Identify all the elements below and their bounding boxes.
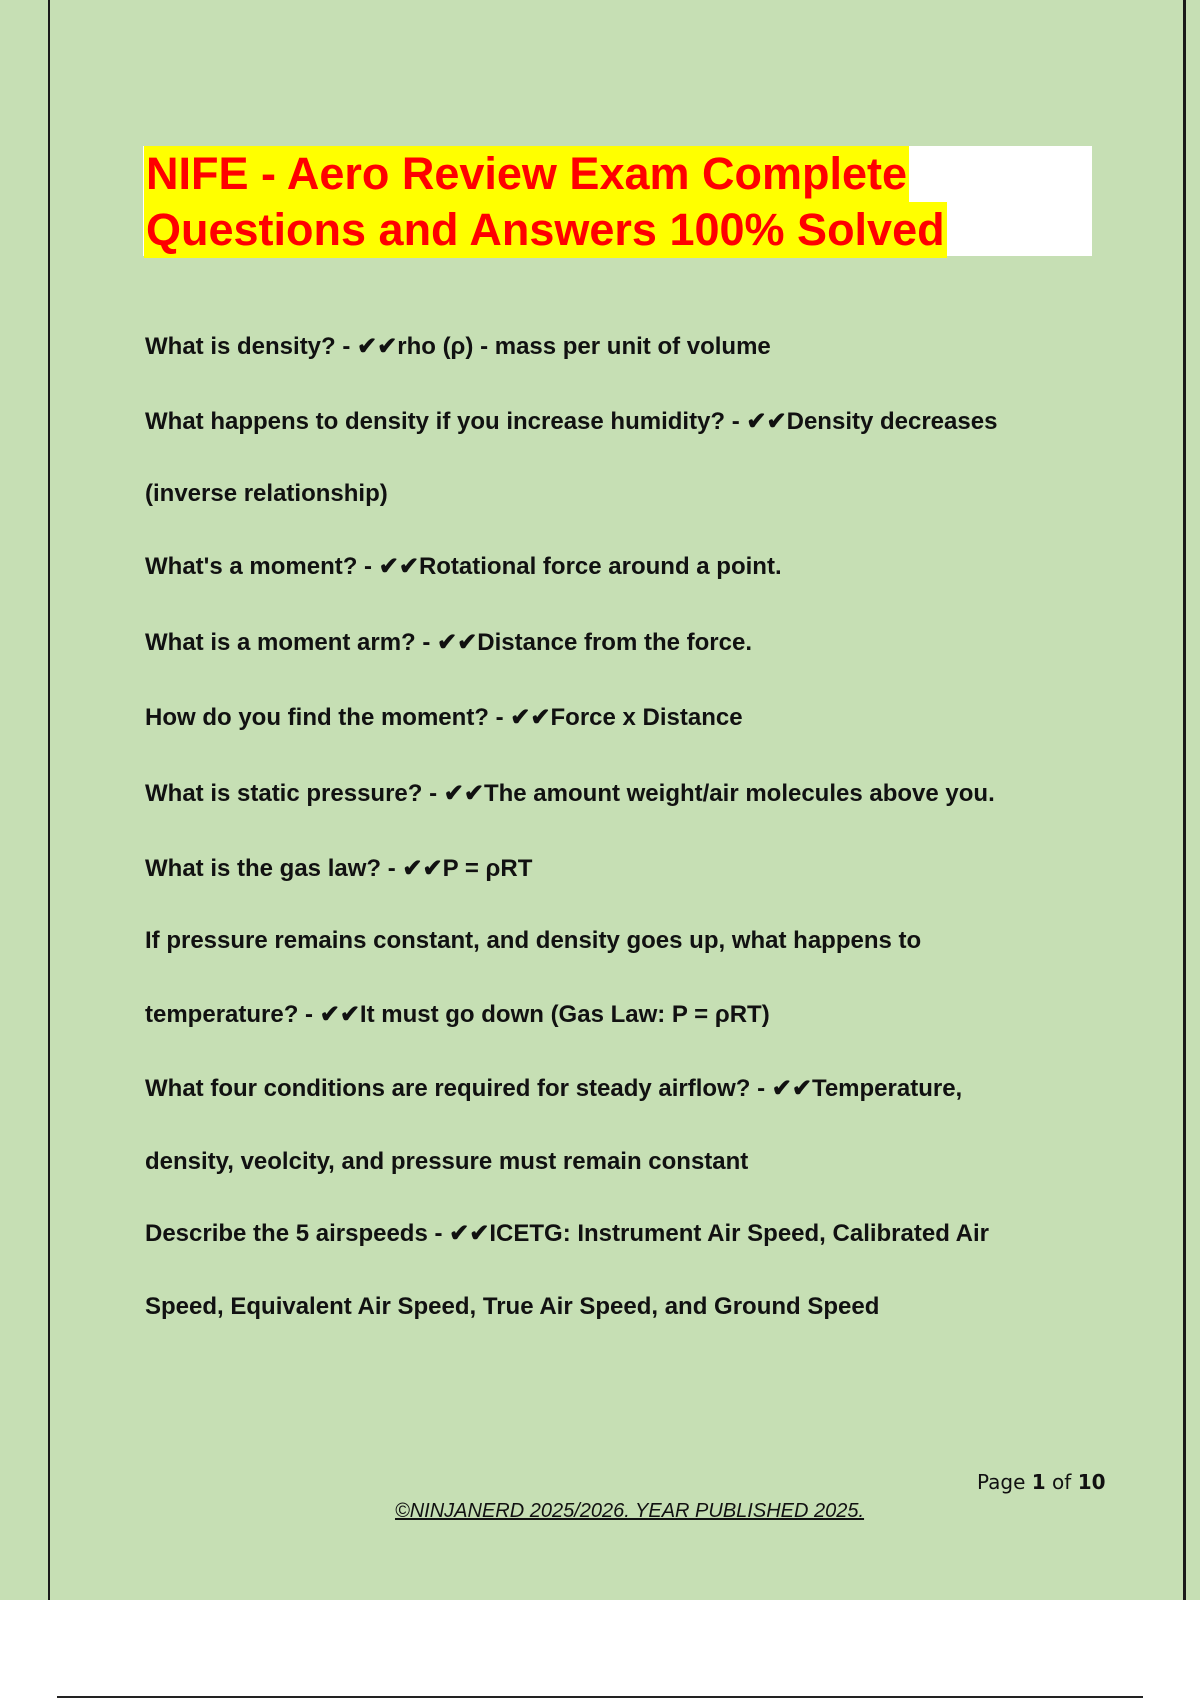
page-prefix: Page xyxy=(977,1470,1032,1494)
qa-line xyxy=(145,551,1075,583)
page-left-border xyxy=(48,0,50,1600)
qa-line-continuation xyxy=(145,1291,1075,1323)
qa-line xyxy=(145,702,1075,734)
qa-line xyxy=(145,1073,1075,1105)
page-of: of xyxy=(1045,1470,1078,1494)
qa-line xyxy=(145,778,1075,810)
check-icon: ✔✔ xyxy=(357,333,398,360)
check-icon: ✔✔ xyxy=(510,704,551,731)
answer-text: Force x Distance xyxy=(550,704,743,731)
qa-line xyxy=(145,627,1075,659)
answer-text: (inverse relationship) xyxy=(145,480,388,507)
question-text: What is a moment arm? - xyxy=(145,629,438,656)
check-icon: ✔✔ xyxy=(771,1075,812,1102)
qa-line-continuation xyxy=(145,1146,1075,1178)
page-number xyxy=(977,1470,1106,1494)
qa-line xyxy=(145,1218,1075,1250)
answer-text: density, veolcity, and pressure must remain constant xyxy=(145,1148,749,1175)
qa-line xyxy=(145,999,1075,1031)
answer-text: Distance from the force. xyxy=(477,629,752,656)
question-text: What happens to density if you increase humidity? - xyxy=(145,408,747,435)
bottom-divider xyxy=(57,1696,1143,1698)
check-icon: ✔✔ xyxy=(402,855,443,882)
question-text: What is density? - xyxy=(145,333,358,360)
copyright-footer: ©NINJANERD 2025/2026. YEAR PUBLISHED 2025. xyxy=(395,1500,865,1522)
question-text: Describe the 5 airspeeds - xyxy=(145,1220,450,1247)
qa-line xyxy=(145,406,1075,438)
check-icon: ✔✔ xyxy=(746,408,787,435)
document-title-line-1: NIFE - Aero Review Exam Complete xyxy=(144,146,909,202)
page-right-border xyxy=(1183,0,1186,1600)
question-text: What's a moment? - xyxy=(145,553,379,580)
answer-text: The amount weight/air molecules above you. xyxy=(483,780,995,807)
answer-text: rho (ρ) - mass per unit of volume xyxy=(397,333,771,360)
check-icon: ✔✔ xyxy=(449,1220,490,1247)
check-icon: ✔✔ xyxy=(319,1001,360,1028)
check-icon: ✔✔ xyxy=(437,629,478,656)
qa-line xyxy=(145,853,1075,885)
page-total: 10 xyxy=(1077,1470,1106,1494)
answer-text: Speed, Equivalent Air Speed, True Air Speed, and Ground Speed xyxy=(145,1293,880,1320)
question-text: What four conditions are required for steady airflow? - xyxy=(145,1075,772,1102)
check-icon: ✔✔ xyxy=(443,780,484,807)
question-text: temperature? - xyxy=(145,1001,320,1028)
qa-line-continuation xyxy=(145,478,1075,510)
answer-text: Temperature, xyxy=(811,1075,963,1102)
qa-line xyxy=(145,331,1075,363)
question-text: What is the gas law? - xyxy=(145,855,403,882)
question-text: If pressure remains constant, and density goes up, what happens to xyxy=(145,927,922,954)
answer-text: Density decreases xyxy=(786,408,998,435)
answer-text: P = ρRT xyxy=(442,855,533,882)
check-icon: ✔✔ xyxy=(378,553,419,580)
answer-text: It must go down (Gas Law: P = ρRT) xyxy=(359,1001,770,1028)
question-text: How do you find the moment? - xyxy=(145,704,511,731)
document-title-line-2: Questions and Answers 100% Solved xyxy=(144,202,947,258)
question-text: What is static pressure? - xyxy=(145,780,444,807)
answer-text: Rotational force around a point. xyxy=(418,553,782,580)
answer-text: ICETG: Instrument Air Speed, Calibrated Air xyxy=(489,1220,989,1247)
qa-line-question-start xyxy=(145,925,1075,957)
page-current: 1 xyxy=(1031,1470,1046,1494)
